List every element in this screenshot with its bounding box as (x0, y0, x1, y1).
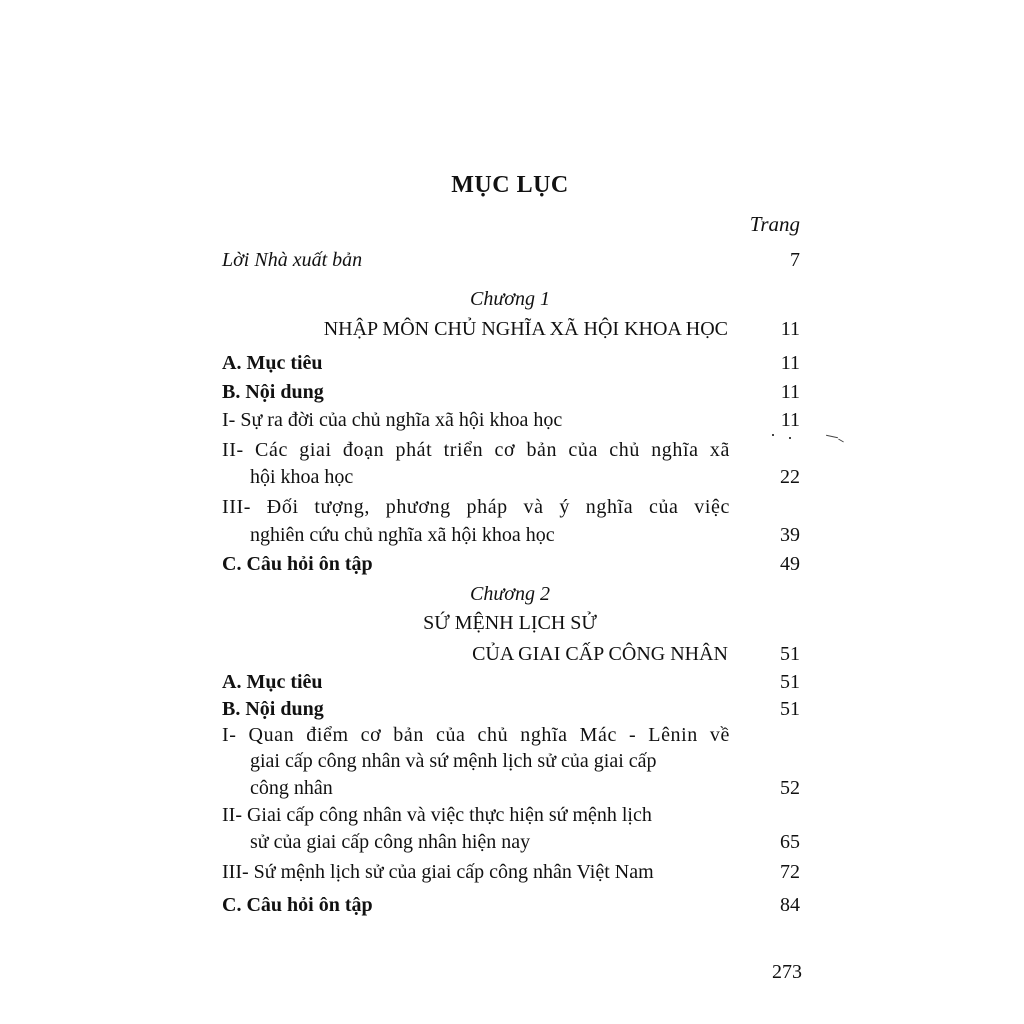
toc-entry-page: 22 (780, 466, 800, 488)
scan-mark (838, 439, 844, 443)
toc-entry (222, 859, 800, 885)
toc-entry (222, 696, 800, 722)
toc-entry-page: 11 (780, 381, 800, 403)
toc-entry-line (222, 748, 800, 774)
toc-entry (222, 350, 800, 376)
toc-entry-line (222, 802, 800, 828)
chapter-2-title-line-1: SỨ MỆNH LỊCH SỬ (423, 612, 597, 634)
toc-entry-label-cont: nghiên cứu chủ nghĩa xã hội khoa học (250, 524, 555, 546)
toc-entry-label: B. Nội dung (222, 381, 324, 403)
toc-entry-page: 11 (780, 409, 800, 431)
chapter-1-title: NHẬP MÔN CHỦ NGHĨA XÃ HỘI KHOA HỌC (323, 318, 728, 340)
toc-entry-line (222, 829, 800, 855)
chapter-1-heading: Chương 1 (470, 288, 550, 310)
toc-entry (222, 669, 800, 695)
toc-entry-page: 51 (780, 698, 800, 720)
toc-entry-line (222, 775, 800, 801)
toc-entry-label: II- Các giai đoạn phát triển cơ bản của chủ nghĩa xã (222, 439, 730, 461)
toc-entry-line (222, 464, 800, 490)
toc-entry (222, 407, 800, 433)
toc-entry (222, 551, 800, 577)
toc-entry-label: Lời Nhà xuất bản (222, 249, 363, 271)
toc-entry-label: III- Đối tượng, phương pháp và ý nghĩa của việc (222, 496, 730, 518)
toc-entry-label-cont: sử của giai cấp công nhân hiện nay (250, 831, 531, 853)
toc-entry-label: A. Mục tiêu (222, 671, 323, 693)
toc-entry-page: 72 (780, 861, 800, 883)
toc-entry-line (222, 522, 800, 548)
toc-entry-page: 11 (780, 352, 800, 374)
chapter-2-title-line-2: CỦA GIAI CẤP CÔNG NHÂN (472, 643, 728, 665)
chapter-1-page: 11 (780, 318, 800, 340)
toc-entry-page: 49 (780, 553, 800, 575)
chapter-1-title-row (222, 316, 800, 342)
toc-entry-page: 7 (790, 249, 800, 271)
toc-entry (222, 892, 800, 918)
toc-entry-line (222, 494, 800, 520)
scan-mark (826, 435, 838, 438)
scan-mark (789, 437, 791, 439)
toc-entry-label: C. Câu hỏi ôn tập (222, 894, 373, 916)
chapter-2-title-row (222, 641, 800, 667)
toc-entry-page: 51 (780, 671, 800, 693)
toc-entry-label: B. Nội dung (222, 698, 324, 720)
toc-entry-preface (222, 247, 800, 273)
page-number: 273 (772, 961, 802, 983)
toc-entry-label: I- Quan điểm cơ bản của chủ nghĩa Mác - Lênin về (222, 724, 730, 746)
toc-entry-page: 52 (780, 777, 800, 799)
toc-entry-label: C. Câu hỏi ôn tập (222, 553, 373, 575)
toc-entry-line (222, 722, 800, 748)
scan-mark (772, 434, 774, 436)
toc-entry-label-cont: giai cấp công nhân và sứ mệnh lịch sử của giai cấp (250, 750, 657, 772)
chapter-2-heading: Chương 2 (470, 583, 550, 605)
toc-entry-label: II- Giai cấp công nhân và việc thực hiện sứ mệnh lịch (222, 804, 652, 826)
toc-entry-label-cont: công nhân (250, 777, 333, 799)
toc-entry-label: I- Sự ra đời của chủ nghĩa xã hội khoa học (222, 409, 563, 431)
toc-entry-label: A. Mục tiêu (222, 352, 323, 374)
toc-entry-page: 39 (780, 524, 800, 546)
toc-entry-label: III- Sứ mệnh lịch sử của giai cấp công nhân Việt Nam (222, 861, 654, 883)
page-column-header: Trang (749, 212, 800, 236)
chapter-2-page: 51 (780, 643, 800, 665)
toc-entry-page: 84 (780, 894, 800, 916)
toc-entry (222, 379, 800, 405)
toc-entry-line (222, 437, 800, 463)
toc-entry-page: 65 (780, 831, 800, 853)
toc-entry-label-cont: hội khoa học (250, 466, 354, 488)
page-title: MỤC LỤC (451, 172, 569, 198)
